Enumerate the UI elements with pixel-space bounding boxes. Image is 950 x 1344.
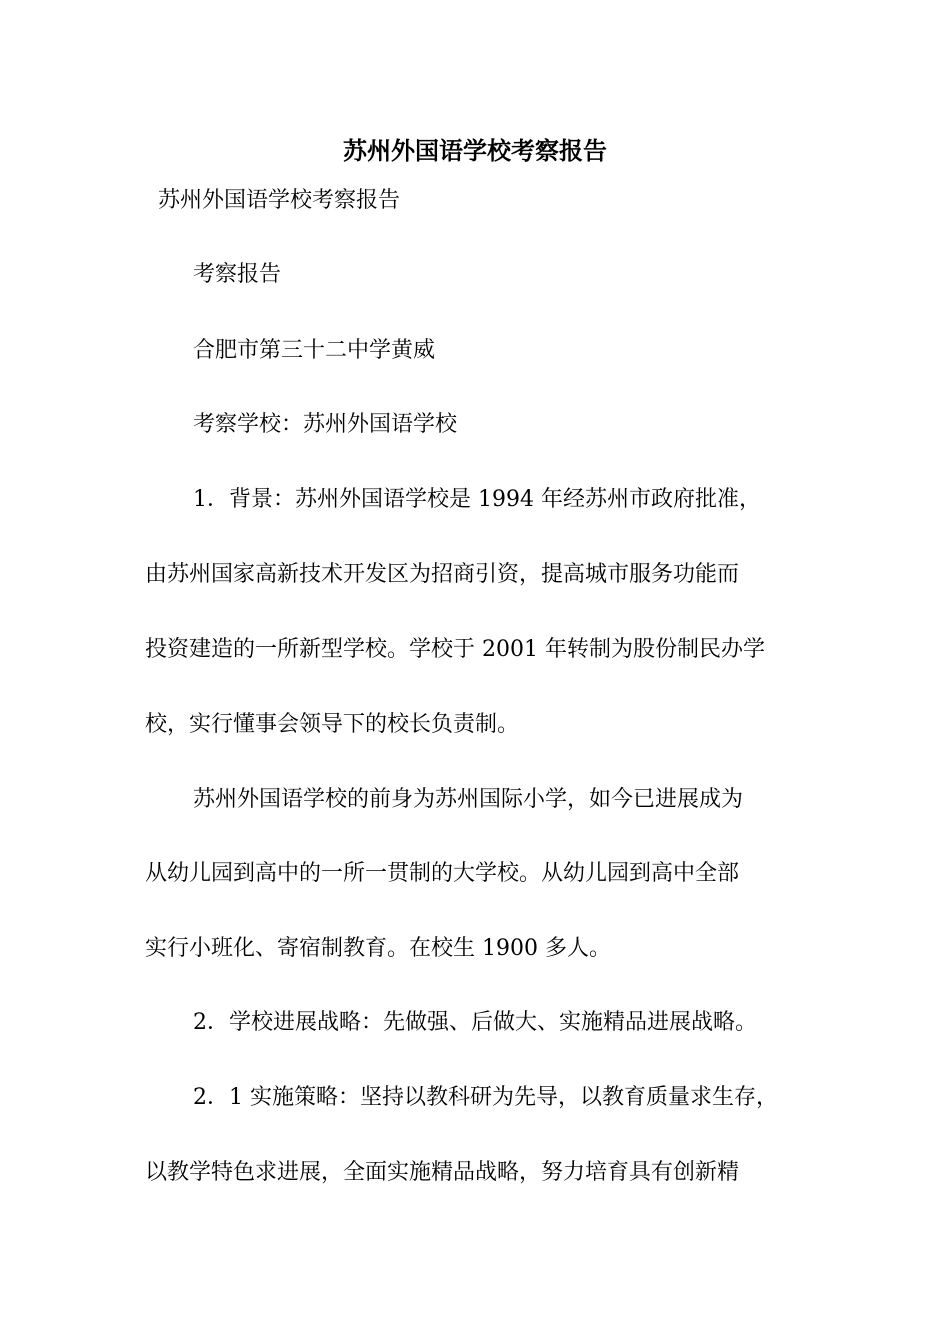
paragraph-line: 由苏州国家高新技术开发区为招商引资，提高城市服务功能而 <box>145 562 740 587</box>
paragraph-line: 1．背景：苏州外国语学校是 1994 年经苏州市政府批准， <box>193 487 761 512</box>
paragraph-line: 2．学校进展战略：先做强、后做大、实施精品进展战略。 <box>193 1010 757 1035</box>
paragraph-heading-line: 考察报告 <box>193 262 282 287</box>
paragraph-line: 实行小班化、寄宿制教育。在校生 1900 多人。 <box>145 936 611 961</box>
document-subtitle: 苏州外国语学校考察报告 <box>158 188 401 213</box>
paragraph-line: 从幼儿园到高中的一所一贯制的大学校。从幼儿园到高中全部 <box>145 861 740 886</box>
paragraph-line: 苏州外国语学校的前身为苏州国际小学，如今已进展成为 <box>193 787 744 812</box>
author-line: 合肥市第三十二中学黄威 <box>193 338 436 363</box>
paragraph-line: 校，实行懂事会领导下的校长负责制。 <box>145 712 520 737</box>
paragraph-line: 2．1 实施策略：坚持以教科研为先导，以教育质量求生存， <box>193 1085 778 1110</box>
document-title: 苏州外国语学校考察报告 <box>343 136 607 165</box>
paragraph-line: 投资建造的一所新型学校。学校于 2001 年转制为股份制民办学 <box>145 637 765 662</box>
school-line: 考察学校：苏州外国语学校 <box>193 412 458 437</box>
paragraph-line: 以教学特色求进展，全面实施精品战略，努力培育具有创新精 <box>145 1160 740 1185</box>
